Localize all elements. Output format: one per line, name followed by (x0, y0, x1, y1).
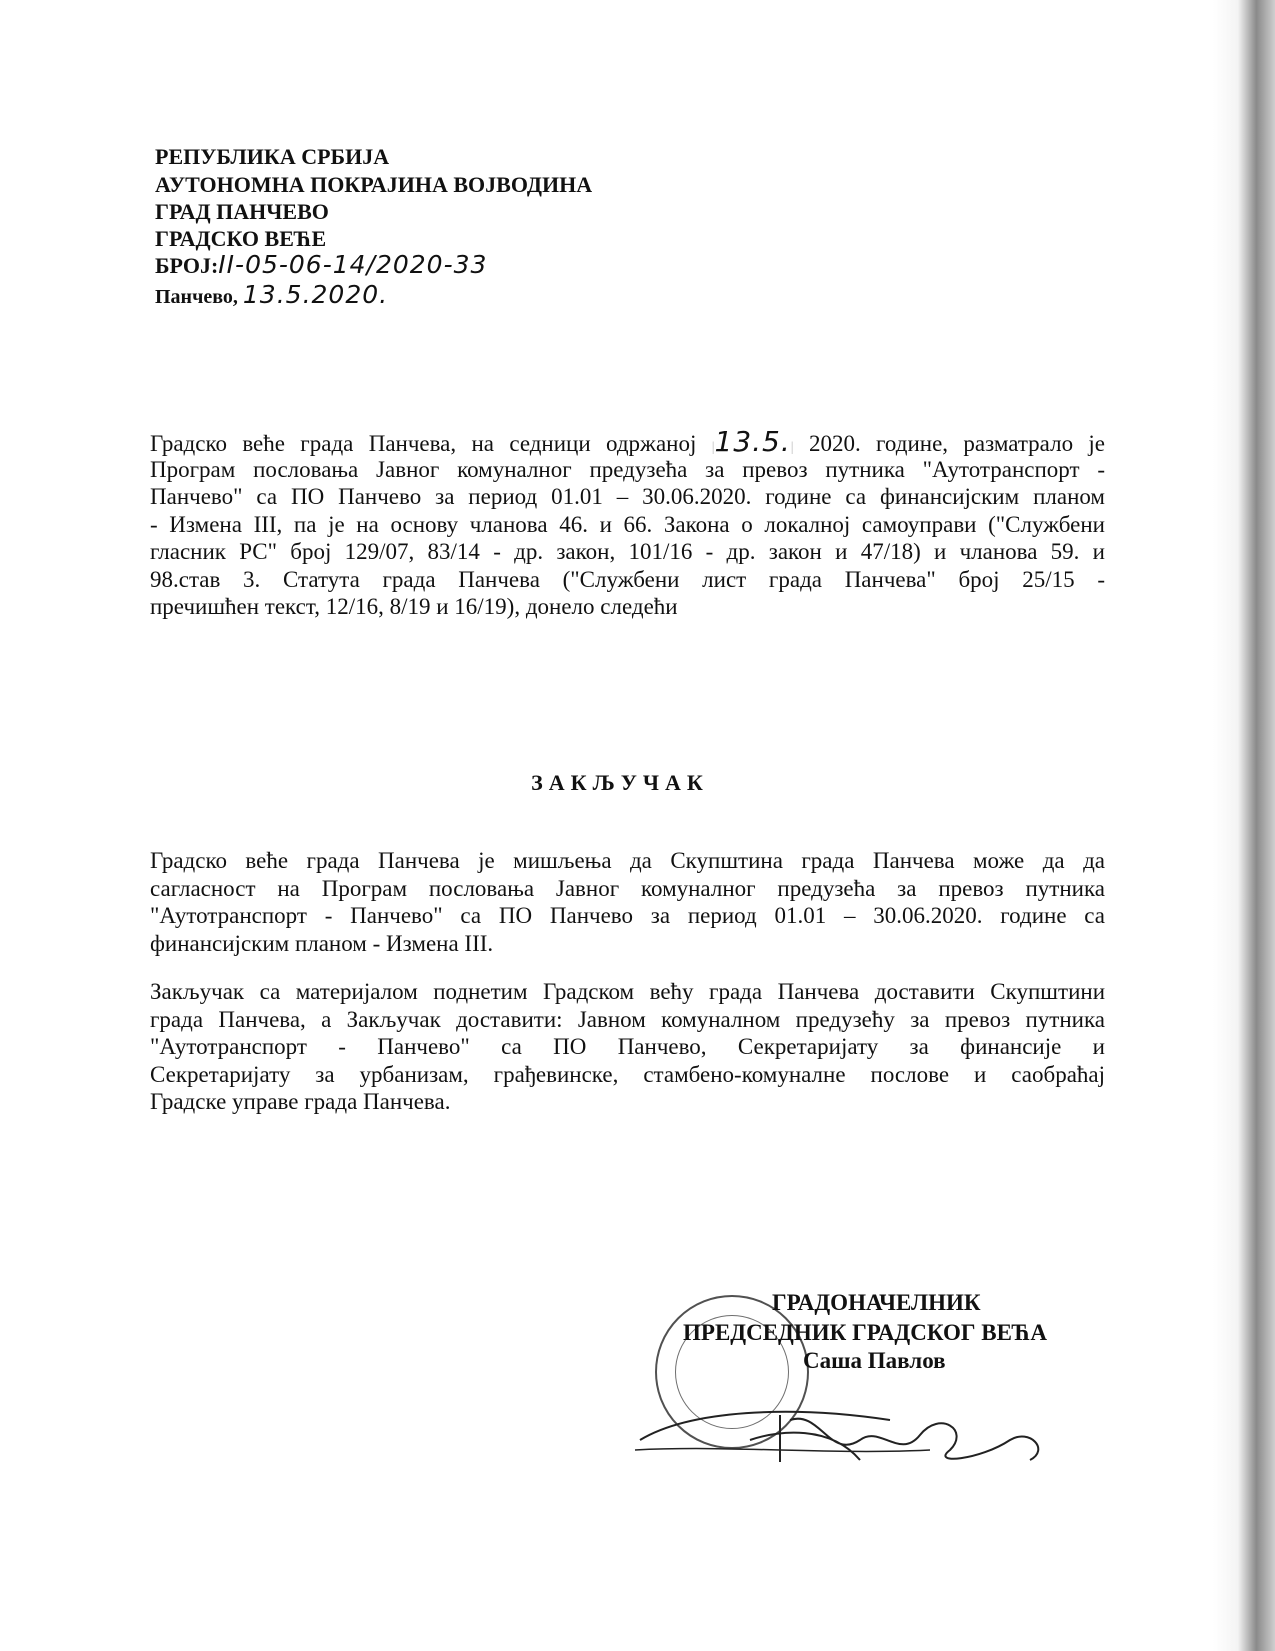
document-date (155, 280, 389, 309)
document-title: ЗАКЉУЧАК (531, 770, 709, 795)
hand-mark-start: | (711, 440, 715, 455)
signature-title: ГРАДОНАЧЕЛНИК (772, 1290, 981, 1315)
signature-role: ПРЕДСЕДНИК ГРАДСКОГ ВЕЋА (683, 1320, 1047, 1345)
conclusion-line: Закључак са материјалом поднетим Градском већу града Панчева доставити Скупштини (150, 979, 1105, 1004)
conclusion-line: града Панчева, а Закључак доставити: Јавном комуналном предузећу за превоз путника (150, 1006, 1105, 1032)
scan-edge (1213, 0, 1275, 1651)
signatory-name: Саша Павлов (803, 1348, 946, 1373)
document-number (155, 250, 488, 279)
conclusion-line: "Аутотранспорт - Панчево" са ПО Панчево за период 01.01 – 30.06.2020. године са (150, 903, 1105, 928)
header-line-council: ГРАДСКО ВЕЋЕ (155, 226, 327, 251)
conclusion-paragraph-2 (150, 978, 1105, 1116)
session-date-handwritten: 13.5. (714, 425, 791, 458)
intro-text: 2020. године, разматрало је (808, 431, 1106, 456)
number-value-handwritten: II-05-06-14/2020-33 (218, 250, 488, 279)
conclusion-line: финансијским планом - Измена III. (150, 930, 494, 956)
conclusion-line: Градске управе града Панчева. (150, 1089, 451, 1114)
conclusion-line: сагласност на Програм пословања Јавног комуналног предузећа за превоз путника (150, 875, 1105, 901)
conclusion-paragraph-1 (150, 847, 1105, 957)
intro-line (150, 425, 1106, 458)
intro-paragraph (150, 425, 1106, 621)
handwritten-signature (630, 1400, 1070, 1470)
intro-line: гласник РС" број 129/07, 83/14 - др. закон, 101/16 - др. закон и 47/18) и чланова 59. и (150, 539, 1105, 564)
header-line-province: АУТОНОМНА ПОКРАЈИНА ВОЈВОДИНА (155, 172, 593, 197)
intro-line: - Измена III, па је на основу чланова 46. и 66. Закона о локалној самоуправи ("Службени (150, 511, 1105, 537)
conclusion-line: Градско веће града Панчева је мишљења да Скупштина града Панчева може да да (150, 848, 1105, 873)
conclusion-line: "Аутотранспорт - Панчево" са ПО Панчево, Секретаријату за финансије и (150, 1034, 1105, 1059)
intro-line: 98.став 3. Статута града Панчева ("Службени лист града Панчева" број 25/15 - (150, 566, 1105, 592)
intro-line: Програм пословања Јавног комуналног предузећа за превоз путника "Аутотранспорт - (150, 456, 1105, 482)
intro-line: пречишћен текст, 12/16, 8/19 и 16/19), донело следећи (150, 594, 678, 619)
number-label: БРОЈ: (155, 253, 219, 278)
intro-text: Градско веће града Панчева, на седници одржаној (150, 431, 697, 456)
header-line-city: ГРАД ПАНЧЕВО (155, 199, 329, 224)
place-label: Панчево, (155, 286, 238, 308)
conclusion-line: Секретаријату за урбанизам, грађевинске, стамбено-комуналне послове и саобраћај (150, 1061, 1105, 1087)
hand-mark-end: | (790, 440, 794, 455)
intro-line: Панчево" са ПО Панчево за период 01.01 – 30.06.2020. године са финансијским планом (150, 484, 1105, 509)
date-value-handwritten: 13.5.2020. (242, 280, 389, 309)
header-line-republic: РЕПУБЛИКА СРБИЈА (155, 144, 390, 169)
